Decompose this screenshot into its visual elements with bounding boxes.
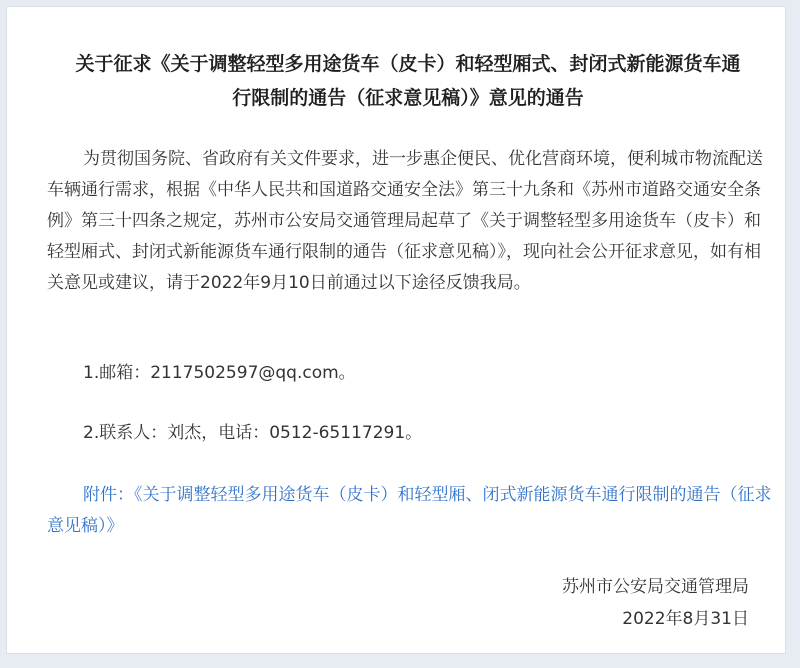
attachment-text[interactable]: 附件：《关于调整轻型多用途货车（皮卡）和轻型厢、闭式新能源货车通行限制的通告（征求意见稿）》 (47, 485, 772, 536)
contact-person-text: 2.联系人：刘杰，电话：0512-65117291。 (83, 423, 423, 443)
document-frame (6, 6, 786, 654)
notice-title-line2: 行限制的通告（征求意见稿）》意见的通告 (232, 87, 584, 109)
signature-organization: 苏州市公安局交通管理局 (562, 577, 749, 597)
main-paragraph (47, 144, 775, 299)
contact-email-item (47, 358, 775, 389)
contact-email-text: 1.邮箱：2117502597@qq.com。 (83, 363, 356, 383)
main-paragraph-text: 为贯彻国务院、省政府有关文件要求，进一步惠企便民、优化营商环境，便利城市物流配送车辆通行需求，根据《中华人民共和国道路交通安全法》第三十九条和《苏州市道路交通安全条例》第三十四条之规定，苏州市公安局交通管理局起草了《关于调整轻型多用途货车（皮卡）和轻型厢式、封闭式新能源货车通行限制的通告（征求意见稿）》，现向社会公开征求意见，如有相关意见或建议，请于2022年9月10日前通过以下途径反馈我局。 (47, 149, 763, 293)
signature-date: 2022年8月31日 (622, 609, 749, 629)
contact-person-item (47, 418, 775, 449)
attachment-link[interactable] (47, 480, 775, 542)
notice-title-line1: 关于征求《关于调整轻型多用途货车（皮卡）和轻型厢式、封闭式新能源货车通 (75, 53, 741, 75)
